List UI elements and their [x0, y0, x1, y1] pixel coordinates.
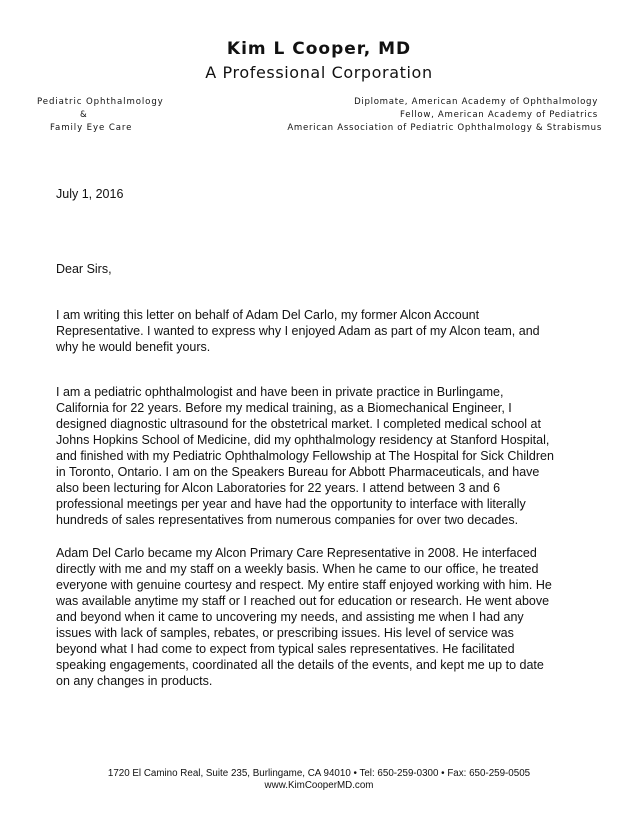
credential-line: Fellow, American Academy of Pediatrics: [400, 110, 598, 120]
salutation: Dear Sirs,: [56, 262, 112, 276]
text-line: I am a pediatric ophthalmologist and have been in private practice in Burlingame,: [56, 385, 504, 399]
specialty-line: Family Eye Care: [50, 123, 133, 133]
letter-date: July 1, 2016: [56, 187, 124, 201]
text-line: Johns Hopkins School of Medicine, did my ophthalmology residency at Stanford Hospital,: [56, 433, 550, 447]
text-line: everyone with genuine courtesy and respect. My entire staff enjoyed working with him. He: [56, 578, 552, 592]
specialties-block: [37, 96, 197, 135]
credentials-block: [238, 96, 602, 135]
practice-name: Kim L Cooper, MD: [226, 39, 412, 59]
specialty-line: Pediatric Ophthalmology: [37, 97, 164, 107]
text-line: in Toronto, Ontario. I am on the Speakers Bureau for Abbott Pharmaceuticals, and have: [56, 465, 540, 479]
footer-address: 1720 El Camino Real, Suite 235, Burlingame, CA 94010 • Tel: 650-259-0300 • Fax: 650-259-0505: [107, 768, 531, 779]
text-line: on any changes in products.: [56, 674, 213, 688]
specialty-ampersand: &: [80, 110, 88, 120]
letterhead: [0, 38, 638, 84]
text-line: beyond what I had come to expect from typical sales representatives. He facilitated: [56, 642, 515, 656]
text-line: I am writing this letter on behalf of Adam Del Carlo, my former Alcon Account: [56, 308, 480, 322]
credential-line: American Association of Pediatric Ophthalmology & Strabismus: [287, 123, 602, 133]
footer: [0, 768, 638, 792]
text-line: Adam Del Carlo became my Alcon Primary Care Representative in 2008. He interfaced: [56, 546, 537, 560]
text-line: was available anytime my staff or I reached out for education or research. He went above: [56, 594, 550, 608]
text-line: California for 22 years. Before my medical training, as a Biomechanical Engineer, I: [56, 401, 512, 415]
text-line: and beyond when it came to uncovering my needs, and assisting me when I had any: [56, 610, 524, 624]
text-line: Representative. I wanted to express why I enjoyed Adam as part of my Alcon team, and: [56, 324, 540, 338]
paragraph-background: [56, 384, 596, 528]
text-line: also been lecturing for Alcon Laboratories for 22 years. I attend between 3 and 6: [56, 481, 501, 495]
footer-website: www.KimCooperMD.com: [264, 780, 374, 791]
text-line: designed diagnostic ultrasound for the obstetrical market. I completed medical school at: [56, 417, 541, 431]
text-line: hundreds of sales representatives from numerous companies for over two decades.: [56, 513, 519, 527]
text-line: speaking engagements, coordinated all the details of the events, and kept me up to date: [56, 658, 544, 672]
text-line: why he would benefit yours.: [56, 340, 211, 354]
text-line: and finished with my Pediatric Ophthalmology Fellowship at The Hospital for Sick Children: [56, 449, 554, 463]
paragraph-recommendation: [56, 545, 596, 689]
credential-line: Diplomate, American Academy of Ophthalmology: [354, 97, 598, 107]
text-line: professional meetings per year and have had the opportunity to interface with literally: [56, 497, 526, 511]
corporation-line: A Professional Corporation: [205, 63, 433, 82]
text-line: directly with me and my staff on a weekly basis. When he came to our office, he treated: [56, 562, 539, 576]
paragraph-intro: [56, 307, 596, 355]
text-line: issues with lack of samples, rebates, or prescribing issues. His level of service was: [56, 626, 514, 640]
